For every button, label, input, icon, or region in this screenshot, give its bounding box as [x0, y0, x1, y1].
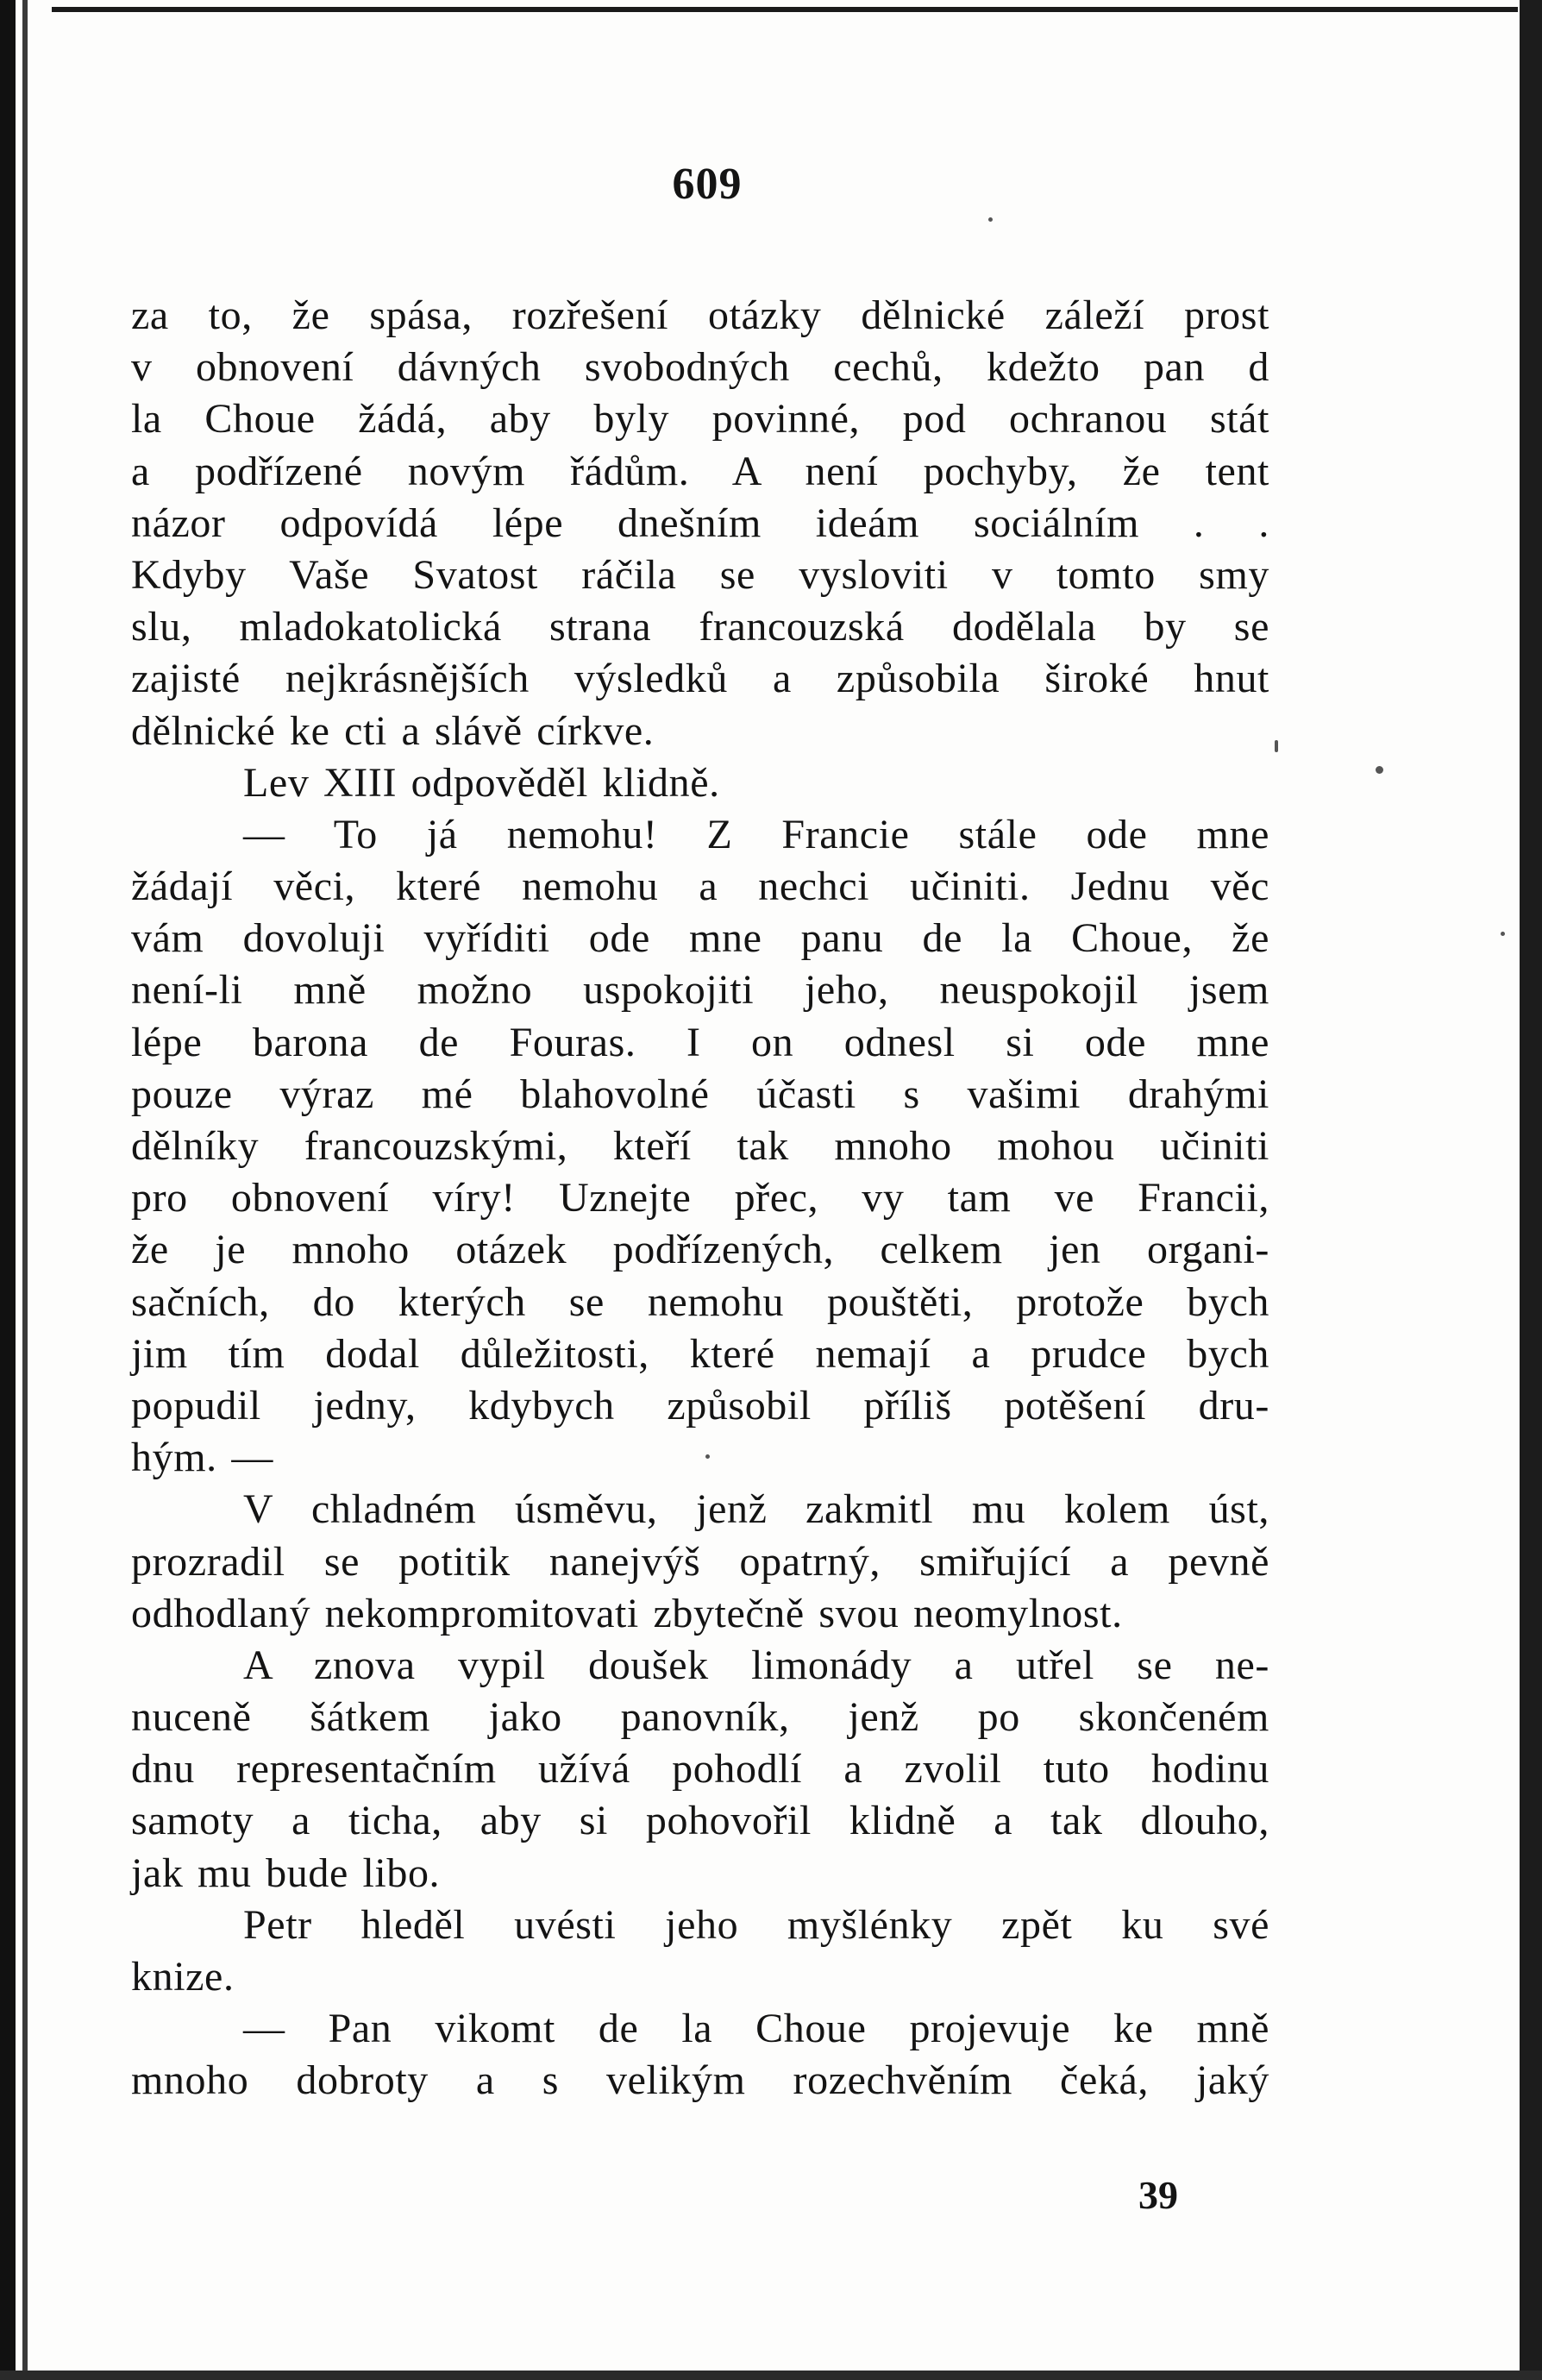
scan-speck — [705, 1454, 710, 1459]
text-line: vám dovoluji vyříditi ode mne panu de la Choue, že — [131, 915, 1269, 962]
scan-speck — [1275, 740, 1278, 752]
scan-edge-top — [52, 7, 1518, 12]
text-line: mnoho dobroty a s velikým rozechvěním čeká, jaký — [131, 2057, 1269, 2104]
scan-speck — [988, 217, 993, 222]
text-line: V chladném úsměvu, jenž zakmitl mu kolem úst, — [243, 1486, 1269, 1533]
text-line: sačních, do kterých se nemohu pouštěti, protože bych — [131, 1278, 1269, 1325]
text-line: la Choue žádá, aby byly povinné, pod ochranou stát — [131, 396, 1269, 443]
text-line: — To já nemohu! Z Francie stále ode mne — [243, 811, 1269, 857]
text-line: Lev XIII odpověděl klidně. — [243, 759, 720, 806]
text-line: samoty a ticha, aby si pohovořil klidně a tak dlouho, — [131, 1798, 1269, 1844]
text-line: odhodlaný nekompromitovati zbytečně svou neomylnost. — [131, 1590, 1123, 1636]
text-line: není-li mně možno uspokojiti jeho, neuspokojil jsem — [131, 967, 1269, 1014]
text-line: a podřízené novým řádům. A není pochyby, že tent — [131, 448, 1269, 494]
text-line: prozradil se potitik nanejvýš opatrný, smiřující a pevně — [131, 1538, 1269, 1585]
text-line: slu, mladokatolická strana francouzská dodělala by se — [131, 604, 1269, 650]
text-line: knize. — [131, 1954, 235, 2000]
text-line: zajisté nejkrásnějších výsledků a způsobila široké hnut — [131, 656, 1269, 702]
scan-speck — [1501, 932, 1505, 936]
text-line: žádají věci, které nemohu a nechci učiniti. Jednu věc — [131, 863, 1269, 910]
scan-speck — [1376, 766, 1383, 774]
text-line: názor odpovídá lépe dnešním ideám sociálním . . — [131, 499, 1269, 546]
text-line: dělníky francouzskými, kteří tak mnoho mohou učiniti — [131, 1123, 1269, 1169]
scan-edge-left — [0, 0, 16, 2380]
text-line: nuceně šátkem jako panovník, jenž po skončeném — [131, 1694, 1269, 1741]
text-line: jim tím dodal důležitosti, které nemají a prudce bych — [131, 1330, 1269, 1377]
scan-edge-right — [1520, 0, 1542, 2380]
text-line: dělnické ke cti a slávě církve. — [131, 707, 655, 754]
text-line: v obnovení dávných svobodných cechů, kdežto pan d — [131, 344, 1269, 391]
text-line: Kdyby Vaše Svatost ráčila se vysloviti v tomto smy — [131, 551, 1269, 598]
scan-edge-left-inner — [22, 0, 28, 2380]
page-number: 609 — [672, 160, 743, 209]
text-line: za to, že spása, rozřešení otázky dělnické záleží prost — [131, 292, 1269, 338]
text-line: Petr hleděl uvésti jeho myšlénky zpět ku své — [243, 1901, 1269, 1948]
scan-edge-bottom — [0, 2371, 1542, 2380]
text-line: pouze výraz mé blahovolné účasti s vašimi drahými — [131, 1071, 1269, 1117]
text-line: lépe barona de Fouras. I on odnesl si ode mne — [131, 1019, 1269, 1065]
text-line: A znova vypil doušek limonády a utřel se ne- — [243, 1642, 1269, 1688]
text-line: dnu representačním užívá pohodlí a zvolil tuto hodinu — [131, 1746, 1269, 1793]
text-line: hým. — — [131, 1435, 273, 1481]
text-line: popudil jedny, kdybych způsobil příliš potěšení dru- — [131, 1382, 1269, 1429]
text-line: že je mnoho otázek podřízených, celkem jen organi- — [131, 1227, 1269, 1273]
printer-signature: 39 — [1138, 2173, 1178, 2217]
text-line: — Pan vikomt de la Choue projevuje ke mně — [243, 2006, 1269, 2052]
body-text — [131, 290, 1269, 2107]
text-line: jak mu bude libo. — [131, 1849, 441, 1896]
text-line: pro obnovení víry! Uznejte přec, vy tam ve Francii, — [131, 1175, 1269, 1221]
